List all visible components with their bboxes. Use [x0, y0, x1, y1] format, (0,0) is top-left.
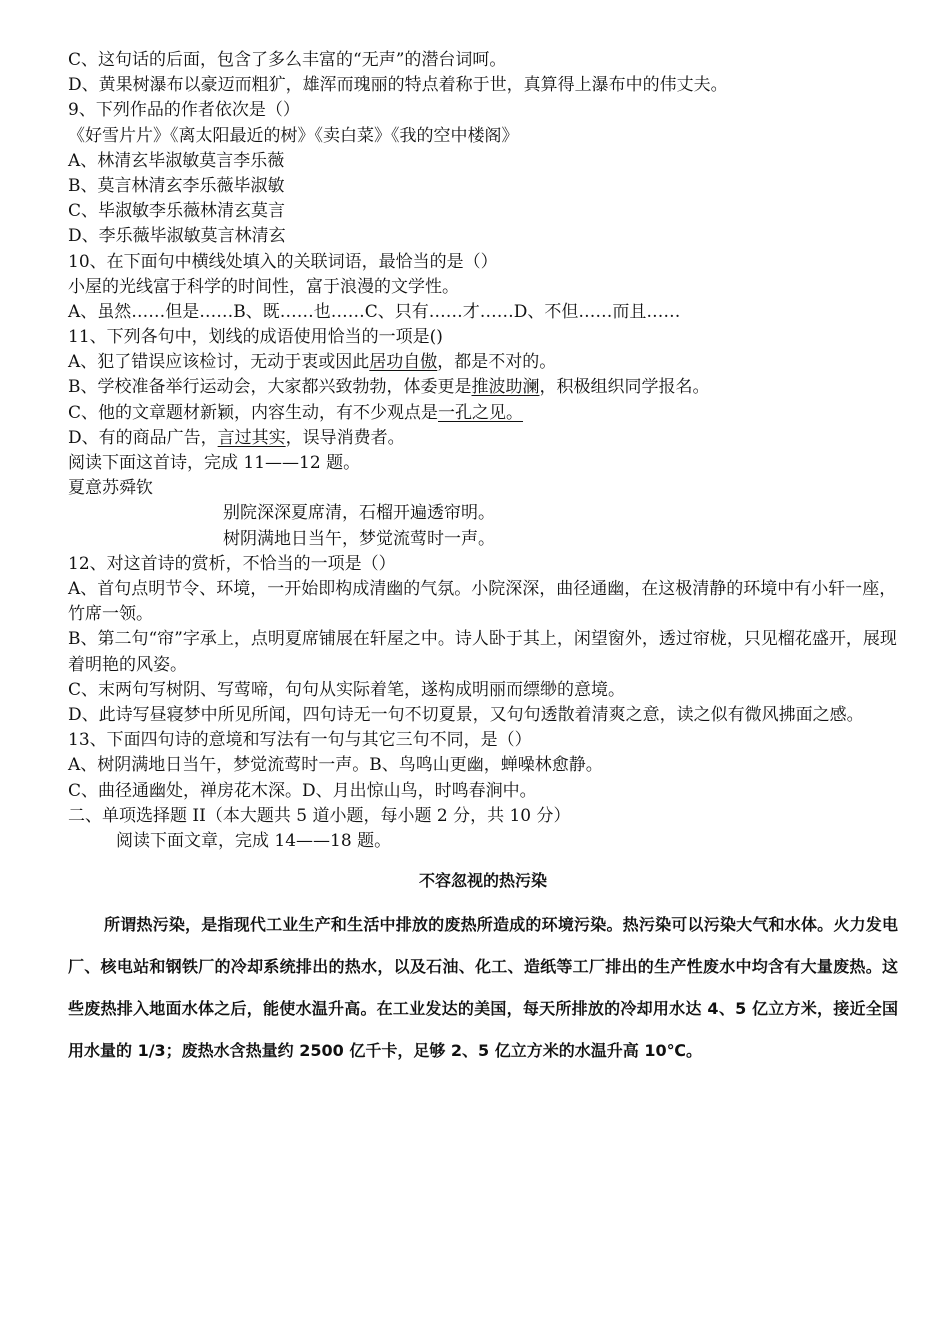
q9-stem: 9、下列作品的作者依次是（） [68, 100, 300, 121]
q10-sentence: 小屋的光线富于科学的时间性，富于浪漫的文学性。 [68, 276, 459, 297]
q11-option-d [68, 426, 898, 451]
q9-option-d: D、李乐薇毕淑敏莫言林清玄 [68, 226, 286, 247]
q8-option-d: D、黄果树瀑布以豪迈而粗犷，雄浑而瑰丽的特点着称于世，真算得上瀑布中的伟丈夫。 [68, 75, 728, 96]
article-body: 所谓热污染，是指现代工业生产和生活中排放的废热所造成的环境污染。热污染可以污染大气和水体。火力发电厂、核电站和钢铁厂的冷却系统排出的热水，以及石油、化工、造纸等工厂排出的生产性废水中均含有大量废热。这些废热排入地面水体之后，能使水温升高。在工业发达的美国，每天所排放的冷却用水达 4、5 亿立方米，接近全国用水量的 1/3；废热水含热量约 2500 亿千卡，足够 2、5 亿立方米的水温升高 10℃。 [68, 915, 898, 1061]
poem-line-1: 别院深深夏席清，石榴开遍透帘明。 [223, 503, 495, 524]
q12-option-d: D、此诗写昼寝梦中所见所闻，四句诗无一句不切夏景，又句句透散着清爽之意，读之似有微风拂面之感。 [68, 704, 864, 725]
q11-option-c [68, 401, 898, 426]
q13-options-cd: C、曲径通幽处，禅房花木深。D、月出惊山鸟，时鸣春涧中。 [68, 780, 537, 801]
article-title: 不容忽视的热污染 [418, 871, 547, 891]
q10-options: A、虽然……但是……B、既……也……C、只有……才……D、不但……而且…… [68, 301, 681, 322]
q11-a-text: A、犯了错误应该检讨，无动于衷或因此 [68, 352, 370, 373]
q13-stem: 13、下面四句诗的意境和写法有一句与其它三句不同，是（） [68, 730, 532, 751]
q11-b-text: B、学校准备举行运动会，大家都兴致勃勃，体委更是 [68, 377, 472, 398]
q9-option-b: B、莫言林清玄李乐薇毕淑敏 [68, 175, 285, 196]
q11-option-a [68, 350, 898, 375]
q9-option-a: A、林清玄毕淑敏莫言李乐薇 [68, 150, 285, 171]
exam-page [68, 48, 898, 1072]
poem-line-2: 树阴满地日当午，梦觉流莺时一声。 [223, 528, 495, 549]
q13-options-ab: A、树阴满地日当午，梦觉流莺时一声。B、鸟鸣山更幽，蝉噪林愈静。 [68, 755, 603, 776]
q11-c-text: C、他的文章题材新颖，内容生动，有不少观点是 [68, 402, 439, 423]
q11-a-tail: ，都是不对的。 [437, 352, 557, 373]
q9-option-c: C、毕淑敏李乐薇林清玄莫言 [68, 201, 286, 222]
q12-option-b: B、第二句“帘”字承上，点明夏席铺展在轩屋之中。诗人卧于其上，闲望窗外，透过帘栊，只见榴花盛开，展现着明艳的风姿。 [68, 629, 897, 675]
section-instruction: 阅读下面文章，完成 14——18 题。 [116, 830, 392, 851]
q12-option-c: C、末两句写树阴、写莺啼，句句从实际着笔，遂构成明丽而缥缈的意境。 [68, 679, 626, 700]
q11-stem: 11、下列各句中，划线的成语使用恰当的一项是() [68, 327, 443, 348]
q12-stem: 12、对这首诗的赏析，不恰当的一项是（） [68, 553, 396, 574]
q11-d-tail: ，误导消费者。 [285, 427, 405, 448]
q11-c-idiom: 一孔之见。 [438, 402, 524, 423]
q11-b-tail: ，积极组织同学报名。 [539, 377, 710, 398]
q11-option-b [68, 375, 898, 400]
poem-intro: 阅读下面这首诗，完成 11——12 题。 [68, 453, 361, 473]
q8-option-c: C、这句话的后面，包含了多么丰富的“无声”的潜台词呵。 [68, 50, 507, 70]
q12-option-a: A、首句点明节令、环境，一开始即构成清幽的气氛。小院深深，曲径通幽，在这极清静的环境中有小轩一座，竹席一领。 [68, 578, 897, 625]
q11-d-idiom: 言过其实 [217, 427, 286, 448]
q11-b-idiom: 推波助澜 [471, 377, 540, 398]
poem-title-author: 夏意苏舜钦 [68, 478, 153, 499]
q11-d-text: D、有的商品广告， [68, 427, 218, 448]
q11-a-idiom: 居功自傲 [369, 352, 438, 373]
section-heading: 二、单项选择题 II（本大题共 5 道小题，每小题 2 分，共 10 分） [68, 805, 571, 826]
q9-works: 《好雪片片》《离太阳最近的树》《卖白菜》《我的空中楼阁》 [68, 125, 519, 146]
q10-stem: 10、在下面句中横线处填入的关联词语，最恰当的是（） [68, 251, 498, 272]
